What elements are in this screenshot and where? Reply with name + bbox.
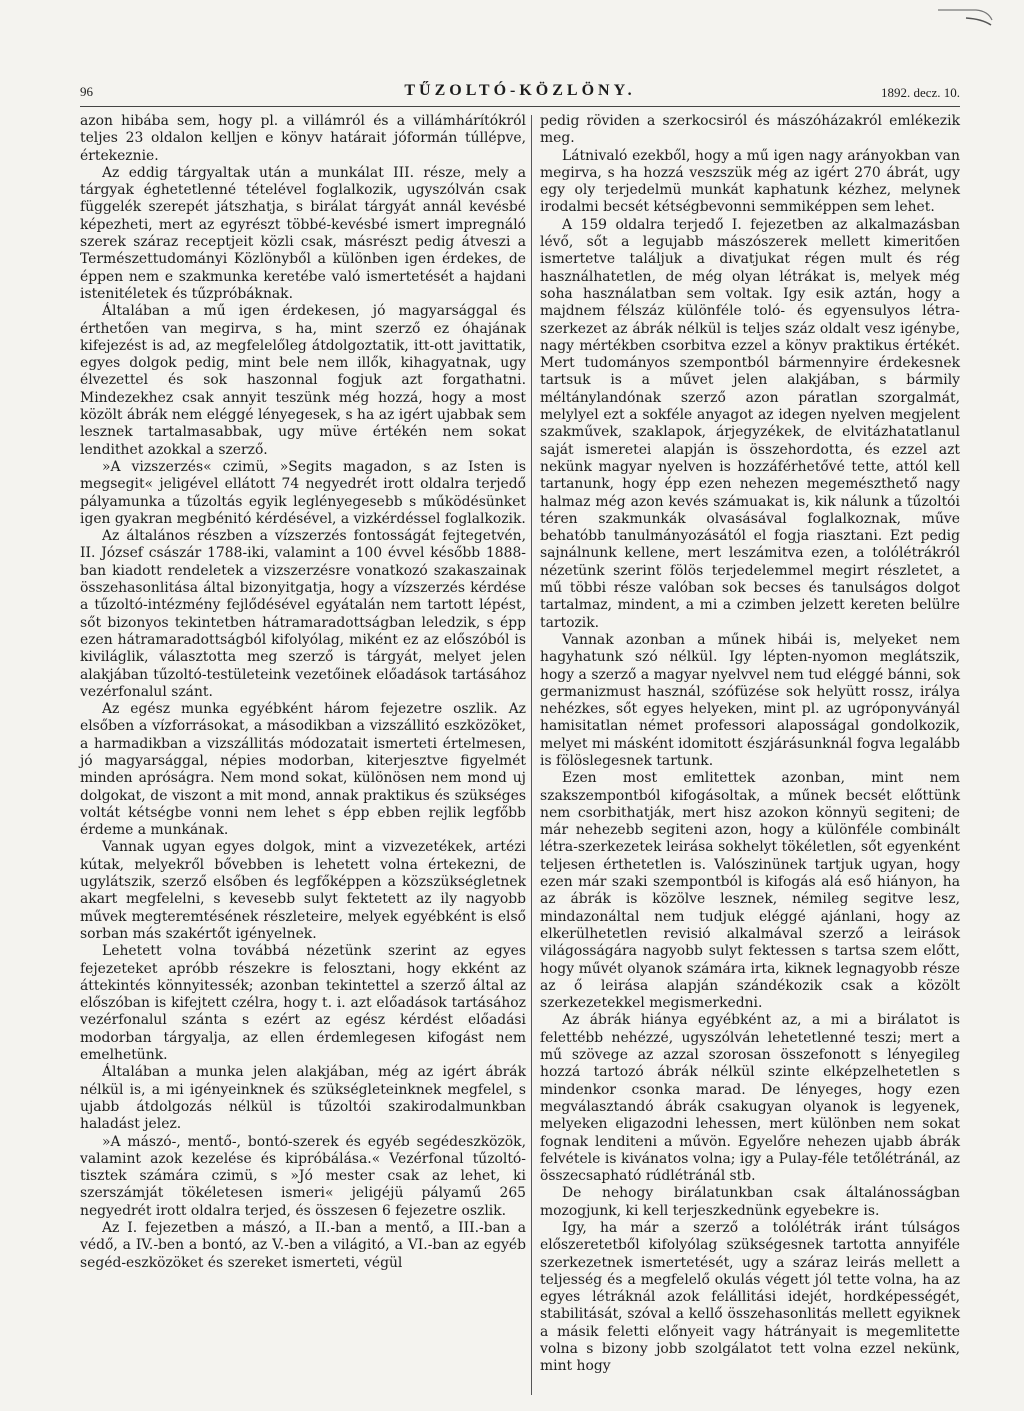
left-column xyxy=(80,113,526,1272)
paragraph: pedig röviden a szerkocsiról és mászóházakról emlékezik meg. xyxy=(540,113,960,147)
scan-corner-mark xyxy=(936,6,996,28)
paragraph: Igy, ha már a szerző a tolólétrák iránt túlságos előszeretetből kifolyólag szükségesnek tartotta annyiféle szerkezetnek ismertetését, ugy a száraz leirás mellett a teljesség és a megfelelő okulás végett jól tette volna, ha az egyes létráknál azok felállitási idejét, hordképességét, stabilitását, szóval a kellő összehasonlitás mellett egyiknek a másik feletti előnyeit vagy hátrányait is megemlitette volna s bizony jobb szolgálatot tett volna ezzel nekünk, mint hogy xyxy=(540,1220,960,1375)
paragraph: Általában a mű igen érdekesen, jó magyarsággal és érthetően van megirva, s ha, mint szerző ez óhajának kifejezést is ad, az megfelelőleg átdolgoztatik, itt-ott javittatik, egyes dolgok pedig, mint bele nem illők, kihagyatnak, ugy élvezettel és sok haszonnal fogjuk azt forgathatni. Mindezekhez csak annyit teszünk még hozzá, hogy a most közölt ábrák nem eléggé lényegesek, s ha az igért ujabbak sem lesznek tartalmasabbak, ugy müve értékén nem sokat lendithet azokkal a szerző. xyxy=(80,303,526,458)
paragraph: »A vizszerzés« czimü, »Segits magadon, s az Isten is megsegit« jeligével ellátott 74 negyedrét irott oldalra terjedő pályamunka a tűzoltás egyik leglényegesebb s működésünket igen gyakran megbénitó kérdésével, a vizkérdéssel foglalkozik. xyxy=(80,458,526,527)
paragraph: Lehetett volna továbbá nézetünk szerint az egyes fejezeteket apróbb részekre is felosztani, hogy ekként az áttekintés könnyitessék; azonban tekintettel a szerző által az előszóban is kifejtett czélra, hogy t. i. azt előadások tartásához vezérfonalul szánta s ezért az egész kérdést előadási modorban tárgyalja, az ellen érdemlegesen kifogást nem emelhetünk. xyxy=(80,943,526,1064)
paragraph: Általában a munka jelen alakjában, még az igért ábrák nélkül is, a mi igényeinknek és szükségleteinknek megfelel, s ujabb átdolgozás nélkül is tűzoltói szakirodalmunkban haladást jelez. xyxy=(80,1064,526,1133)
paragraph: Az általános részben a vízszerzés fontosságát fejtegetvén, II. József császár 1788-iki, valamint a 100 évvel később 1888-ban kiadott rendeletek a vizszerzésre vonatkozó szakaszainak összehasonlitása által bizonyitgatja, hogy a vízszerzés kérdése a tűzoltó-intézmény fejlődésével egyátalán nem tartott lépést, sőt bizonyos tekintetben hátramaradottságban leledzik, s épp ezen hátramaradottságból kifolyólag, miként ez az előszóból is kiviláglik, választotta meg szerző is tárgyát, melyet jelen alakjában tűzoltó-testületeink vezetőinek előadások tartásához vezérfonalul szánt. xyxy=(80,528,526,700)
paragraph: Vannak azonban a műnek hibái is, melyeket nem hagyhatunk szó nélkül. Igy lépten-nyomon meglátszik, hogy a szerző a magyar nyelvvel nem tud eléggé bánni, sok germanizmust használ, szófüzése sok helyütt rossz, irálya nehézkes, sőt egyes helyeken, mint pl. az ugróponyványál hamisitatlan német professori alaposságal gondolkozik, melyet mi másként idomitott észjárásunknál fogva legalább is fölöslegesnek tartunk. xyxy=(540,631,960,769)
journal-title: TŰZOLTÓ-KÖZLÖNY. xyxy=(404,82,636,99)
header-rule xyxy=(80,106,960,107)
paragraph: Az I. fejezetben a mászó, a II.-ban a mentő, a III.-ban a védő, a IV.-ben a bontó, az V.-ben a világitó, a VI.-ban az egyéb segéd-eszközöket és szereket ismerteti, végül xyxy=(80,1220,526,1271)
paragraph: Az ábrák hiánya egyébként az, a mi a birálatot is felettébb nehézzé, ugyszólván lehetetlenné teszi; mert a mű szövege az azzal szorosan összefonott s lényegileg hozzá tartozó ábrák nélkül szinte elképzelhetetlen s mindenkor csonka marad. De lényeges, hogy ezen megválasztandó ábrák csakugyan olyanok is legyenek, melyeken eligazodni lehessen, mert különben nem sokat fognak lenditeni a művön. Egyelőre nehezen ujabb ábrák felvétele is kivánatos volna; igy a Pulay-féle tetőlétránál, az összecsapható rúdlétránál stb. xyxy=(540,1012,960,1185)
paragraph: Látnivaló ezekből, hogy a mű igen nagy arányokban van megirva, s ha hozzá veszszük még az igért 270 ábrát, ugy egy oly terjedelmü munkát kaphatunk kézhez, melynek irodalmi becsét kétségbevonni semmiképpen sem lehet. xyxy=(540,147,960,216)
paragraph: Az egész munka egyébként három fejezetre oszlik. Az elsőben a vízforrásokat, a másodikban a vizszállitó eszközöket, a harmadikban a vizszállitás módozatait ismerteti értelmesen, jó magyarsággal, népies modorban, kiterjesztve figyelmét minden apróságra. Nem mond sokat, különösen nem mond uj dolgokat, de viszont a mit mond, annak praktikus és szükséges voltát kétségbe vonni nem lehet s épp ebben rejlik legfőbb érdeme a munkának. xyxy=(80,701,526,839)
right-column xyxy=(540,113,960,1376)
paragraph: »A mászó-, mentő-, bontó-szerek és egyéb segédeszközök, valamint azok kezelése és kipróbálása.« Vezérfonal tűzoltó-tisztek számára czimü, s »Jó mester csak az lehet, ki szerszámját tökéletesen ismeri« jeligéjü pályamű 265 negyedrét irott oldalra terjed, és összesen 6 fejezetre oszlik. xyxy=(80,1133,526,1219)
column-divider xyxy=(531,115,532,1395)
paragraph: azon hibába sem, hogy pl. a villámról és a villámhárítókról teljes 23 oldalon kelljen e könyv határait jóformán túllépve, értekeznie. xyxy=(80,113,526,164)
issue-date: 1892. decz. 10. xyxy=(880,85,960,100)
paragraph: Ezen most emlitettek azonban, mint nem szakszempontból kifogásoltak, a műnek becsét előttünk nem csorbithatják, mert hisz azokon könnyü segiteni; de már nehezebb segiteni azon, hogy a különféle combinált létra-szerkezetek leirása sokhelyt tökéletlen, sőt egyenként teljesen érthetetlen is. Valószinünek tartjuk ugyan, hogy ezen már szaki szempontból is kifogás alá eső hiányon, ha az ábrák is közölve lesznek, némileg segitve lesz, mindazonáltal nem tudjuk eléggé ajánlani, hogy az elkerülhetetlen revisió alkalmával szerző a leirások világosságára nagyobb sulyt fektessen s tartsa szem előtt, hogy művét olyanok számára irta, kiknek legnagyobb része az ő leirása alapján szándékozik csak a közölt szerkezetekkel megismerkedni. xyxy=(540,770,960,1012)
paragraph: De nehogy birálatunkban csak általánosságban mozogjunk, ki kell terjeszkednünk egyebekre is. xyxy=(540,1185,960,1219)
page-header xyxy=(80,82,960,106)
paragraph: Vannak ugyan egyes dolgok, mint a vizvezetékek, artézi kútak, melyekről bővebben is lehetett volna értekezni, de ugylátszik, szerző elsőben és legfőképpen a közszükségletnek akart megfelelni, s kevesebb sulyt fektetett az ily nagyobb művek megteremtésének részleteire, melyek egyébként is első sorban más szakértőt igényelnek. xyxy=(80,839,526,942)
page-number: 96 xyxy=(80,84,93,99)
paragraph: A 159 oldalra terjedő I. fejezetben az alkalmazásban lévő, sőt a legujabb mászószerek mellett kimeritően ismertetve találjuk a divatjukat régen mult és rég használhatetlen, de még olyan létrákat is, melyek még soha használatban sem voltak. Igy esik aztán, hogy a majdnem félszáz különféle toló- és egyensulyos létra-szerkezet az ábrák nélkül is teljes száz oldalt vesz igénybe, nagy mértékben csorbitva ezzel a könyv praktikus értékét. Mert tudományos szempontból bármennyire érdekesnek tartsuk is a művet jelen alakjában, s bármily méltánylandónak szerző azon páratlan szorgalmát, melylyel ezt a sokféle anyagot az idegen nyelven megjelent szakművek, szaklapok, árjegyzékek, de elvitázhatatlanul saját ismeretei alapján is összehordotta, és ezzel azt nekünk magyar nyelven is hozzáférhetővé tette, attól kell tartanunk, hogy épp ezen nehezen megemészthető nagy halmaz még azon kevés számuakat is, kik nálunk a tűzoltói téren szakmunkák olvasásával foglalkoznak, műve behatóbb tanulmányozásától el fogja riasztani. Ezt pedig sajnálnunk kellene, mert leszámitva ezen, a tolólétrákról nézetünk szerint fölös terjedelemmel megirt részletet, a mű többi része valóban sok becses és tanulságos dolgot tartalmaz, mindent, a mi a czimben jelzett kereten belülre tartozik. xyxy=(540,216,960,631)
paragraph: Az eddig tárgyaltak után a munkálat III. része, mely a tárgyak éghetetlenné tételével foglalkozik, ugyszólván csak függelék szerepét játszhatja, s birálat tárgyát annál kevésbé képezheti, mert az egyrészt többé-kevésbé ismert impregnáló szerek száraz receptjeit közli csak, másrészt pedig átveszi a Természettudományi Közlönyből a különben igen érdekes, de éppen nem e szakmunka keretébe való ismertetését a hajdani istenitéletek és tűzpróbáknak. xyxy=(80,164,526,302)
